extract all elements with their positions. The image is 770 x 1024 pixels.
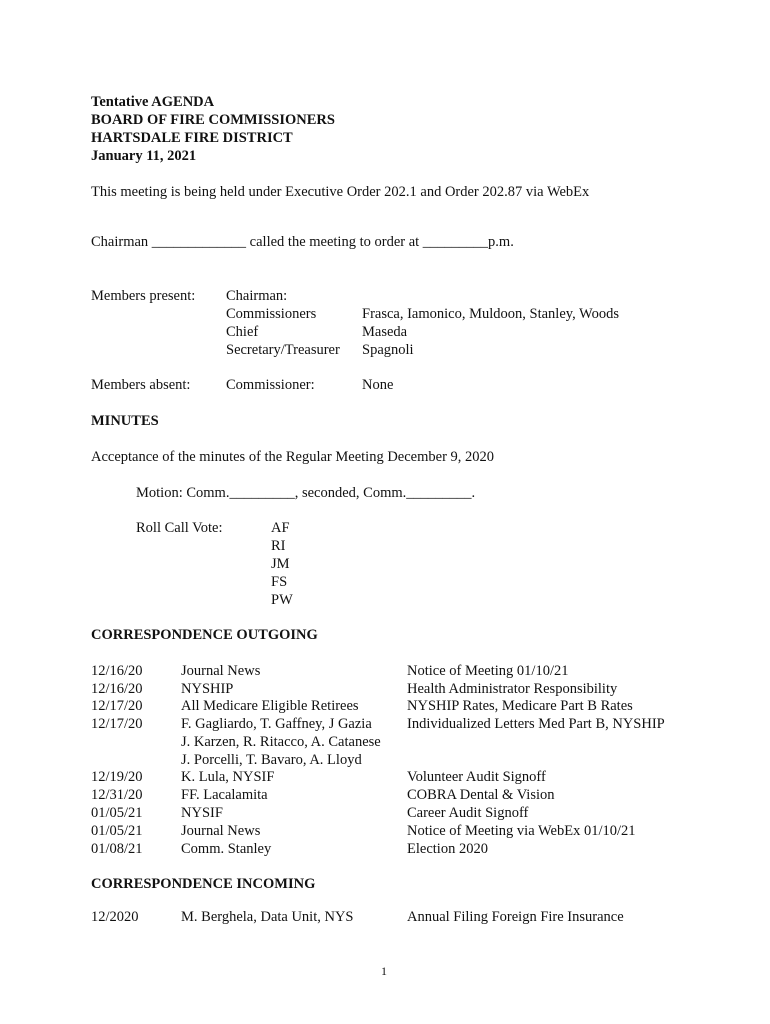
- absent-role: Commissioner:: [226, 377, 315, 393]
- row-recipient: F. Gagliardo, T. Gaffney, J Gazia: [181, 716, 372, 732]
- outgoing-heading: CORRESPONDENCE OUTGOING: [91, 627, 318, 643]
- board-title: BOARD OF FIRE COMMISSIONERS: [91, 112, 335, 128]
- row-date: 12/16/20: [91, 681, 143, 697]
- agenda-title: Tentative AGENDA: [91, 94, 215, 110]
- names-chief: Maseda: [362, 324, 408, 340]
- row-date: 12/17/20: [91, 716, 143, 732]
- incoming-row: [0, 909, 770, 927]
- row-sender: M. Berghela, Data Unit, NYS: [181, 909, 354, 925]
- members-absent-label: Members absent:: [91, 377, 191, 393]
- role-secretary-treasurer: Secretary/Treasurer: [226, 342, 340, 358]
- row-recipient: NYSIF: [181, 805, 223, 821]
- row-subject: Annual Filing Foreign Fire Insurance: [407, 909, 624, 925]
- row-date: 12/16/20: [91, 663, 143, 679]
- roll-call-item: PW: [271, 592, 293, 608]
- intro-text: This meeting is being held under Executive Order 202.1 and Order 202.87 via WebEx: [91, 184, 590, 200]
- minutes-heading: MINUTES: [91, 413, 159, 429]
- row-recipient: J. Karzen, R. Ritacco, A. Catanese: [181, 734, 381, 750]
- role-chief: Chief: [226, 324, 259, 340]
- outgoing-row: [0, 769, 770, 787]
- row-date: 01/05/21: [91, 823, 143, 839]
- outgoing-row: [0, 698, 770, 716]
- district-title: HARTSDALE FIRE DISTRICT: [91, 130, 293, 146]
- row-recipient: Comm. Stanley: [181, 841, 272, 857]
- row-recipient: Journal News: [181, 823, 261, 839]
- row-subject: Notice of Meeting 01/10/21: [407, 663, 569, 679]
- role-commissioners: Commissioners: [226, 306, 317, 322]
- row-recipient: K. Lula, NYSIF: [181, 769, 275, 785]
- call-to-order-text: Chairman _____________ called the meeting to order at _________p.m.: [91, 234, 514, 250]
- row-date: 12/19/20: [91, 769, 143, 785]
- meeting-date: January 11, 2021: [91, 148, 197, 164]
- row-date: 01/08/21: [91, 841, 143, 857]
- row-subject: Volunteer Audit Signoff: [407, 769, 546, 785]
- roll-call-item: RI: [271, 538, 286, 554]
- roll-call-item: JM: [271, 556, 290, 572]
- row-subject: Election 2020: [407, 841, 488, 857]
- row-subject: Health Administrator Responsibility: [407, 681, 618, 697]
- row-date: 12/2020: [91, 909, 139, 925]
- row-subject: Notice of Meeting via WebEx 01/10/21: [407, 823, 636, 839]
- names-secretary-treasurer: Spagnoli: [362, 342, 414, 358]
- row-recipient: FF. Lacalamita: [181, 787, 268, 803]
- row-subject: NYSHIP Rates, Medicare Part B Rates: [407, 698, 633, 714]
- outgoing-row: [0, 787, 770, 805]
- row-date: 12/17/20: [91, 698, 143, 714]
- motion-text: Motion: Comm._________, seconded, Comm._________.: [136, 485, 476, 501]
- row-recipient: J. Porcelli, T. Bavaro, A. Lloyd: [181, 752, 362, 768]
- names-commissioners: Frasca, Iamonico, Muldoon, Stanley, Woods: [362, 306, 619, 322]
- roll-call-item: FS: [271, 574, 288, 590]
- row-recipient: All Medicare Eligible Retirees: [181, 698, 359, 714]
- outgoing-row: [0, 841, 770, 859]
- row-subject: Individualized Letters Med Part B, NYSHIP: [407, 716, 665, 732]
- row-date: 01/05/21: [91, 805, 143, 821]
- outgoing-row: [0, 716, 770, 734]
- minutes-text: Acceptance of the minutes of the Regular Meeting December 9, 2020: [91, 449, 495, 465]
- absent-names: None: [362, 377, 394, 393]
- outgoing-row: [0, 681, 770, 699]
- row-recipient: Journal News: [181, 663, 261, 679]
- outgoing-row: [0, 823, 770, 841]
- roll-call-item: AF: [271, 520, 290, 536]
- row-subject: Career Audit Signoff: [407, 805, 529, 821]
- members-present-label: Members present:: [91, 288, 196, 304]
- role-chairman: Chairman:: [226, 288, 288, 304]
- roll-call-label: Roll Call Vote:: [136, 520, 223, 536]
- row-date: 12/31/20: [91, 787, 143, 803]
- row-recipient: NYSHIP: [181, 681, 234, 697]
- page-number: 1: [381, 964, 387, 978]
- outgoing-row: [0, 734, 770, 752]
- incoming-heading: CORRESPONDENCE INCOMING: [91, 876, 316, 892]
- row-subject: COBRA Dental & Vision: [407, 787, 555, 803]
- outgoing-row: [0, 752, 770, 770]
- outgoing-row: [0, 805, 770, 823]
- outgoing-row: [0, 663, 770, 681]
